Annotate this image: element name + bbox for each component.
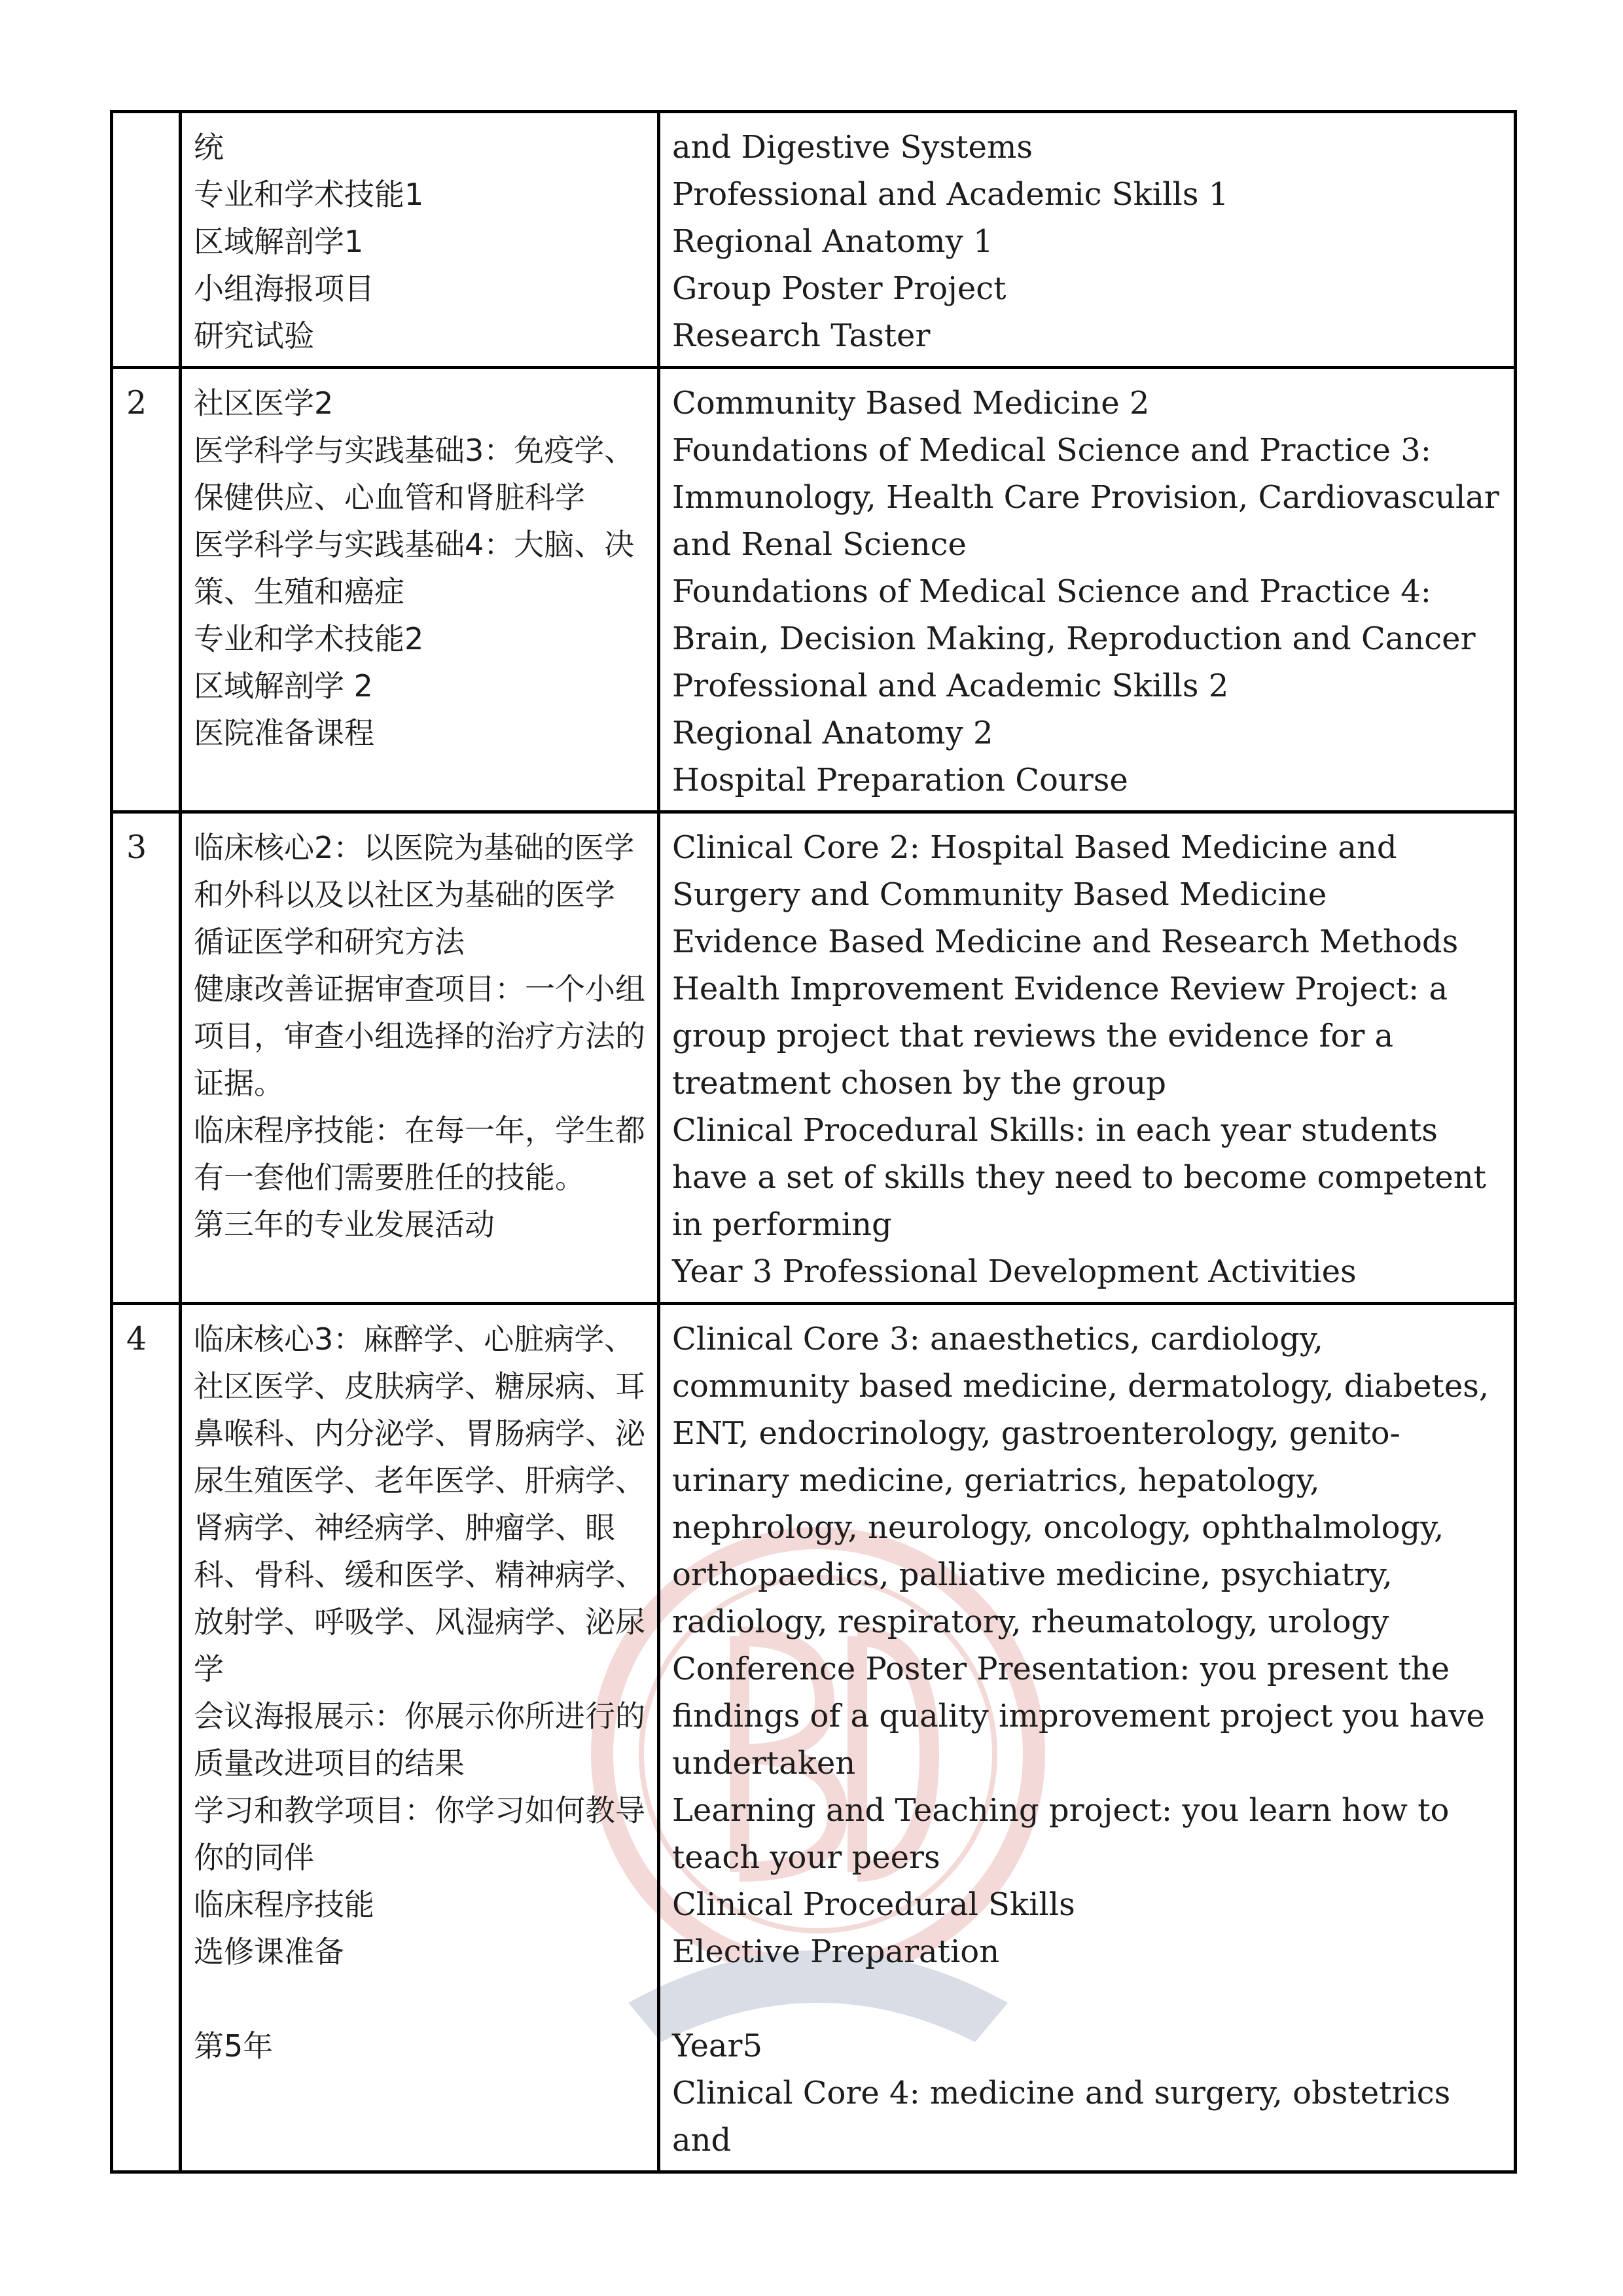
module-en: Community Based Medicine 2 (672, 385, 1150, 422)
table-row-year-1-continued (112, 112, 1516, 368)
module-zh: 研究试验 (194, 318, 314, 353)
module-en: Learning and Teaching project: you learn how to teach your peers (672, 1792, 1450, 1876)
module-zh: 第5年 (194, 2028, 274, 2064)
curriculum-table (110, 110, 1517, 2174)
year-cell: 2 (112, 368, 181, 812)
module-en: Foundations of Medical Science and Practice 4: Brain, Decision Making, Reproduction and Cancer (672, 573, 1476, 657)
module-en: Conference Poster Presentation: you present the findings of a quality improvement project you have undertaken (672, 1651, 1485, 1782)
module-en: Regional Anatomy 2 (672, 715, 993, 751)
module-en: Professional and Academic Skills 1 (672, 176, 1229, 213)
module-zh: 专业和学术技能2 (194, 621, 424, 656)
module-zh: 区域解剖学 2 (194, 668, 373, 704)
module-en: Regional Anatomy 1 (672, 223, 993, 260)
module-zh: 学习和教学项目：你学习如何教导你的同伴 (194, 1793, 645, 1875)
spacer (672, 1975, 1502, 2022)
chinese-modules-cell (181, 812, 659, 1304)
module-zh: 临床核心2：以医院为基础的医学和外科以及以社区为基础的医学 (194, 830, 635, 912)
english-modules-cell (659, 812, 1516, 1304)
chinese-modules-cell (181, 1304, 659, 2172)
module-zh: 社区医学2 (194, 386, 334, 421)
module-zh: 临床程序技能：在每一年，学生都有一套他们需要胜任的技能。 (194, 1113, 645, 1195)
module-en: Professional and Academic Skills 2 (672, 668, 1229, 704)
module-zh: 临床程序技能 (194, 1887, 374, 1922)
english-modules-cell (659, 368, 1516, 812)
english-modules-cell (659, 1304, 1516, 2172)
curriculum-table-body (112, 112, 1516, 2172)
spacer (194, 1975, 645, 2022)
module-en: Research Taster (672, 317, 931, 354)
module-zh: 临床核心3：麻醉学、心脏病学、社区医学、皮肤病学、糖尿病、耳鼻喉科、内分泌学、胃肠病学、泌尿生殖医学、老年医学、肝病学、肾病学、神经病学、肿瘤学、眼科、骨科、缓和医学、精神病学、放射学、呼吸学、风湿病学、泌尿学 (194, 1321, 645, 1687)
module-zh: 医学科学与实践基础3：免疫学、保健供应、心血管和肾脏科学 (194, 433, 635, 515)
module-en: Year5 (672, 2028, 763, 2064)
module-en: Hospital Preparation Course (672, 762, 1128, 798)
table-row-year-2 (112, 368, 1516, 812)
module-zh: 会议海报展示：你展示你所进行的质量改进项目的结果 (194, 1698, 645, 1781)
module-zh: 医学科学与实践基础4：大脑、决策、生殖和癌症 (194, 527, 635, 609)
module-en: Foundations of Medical Science and Practice 3: Immunology, Health Care Provision, Cardiovascular and Renal Science (672, 432, 1499, 563)
module-en: Evidence Based Medicine and Research Methods (672, 924, 1459, 960)
module-zh: 循证医学和研究方法 (194, 924, 465, 960)
module-zh: 专业和学术技能1 (194, 177, 424, 212)
chinese-modules-cell (181, 112, 659, 368)
module-en: Clinical Core 2: Hospital Based Medicine and Surgery and Community Based Medicine (672, 829, 1397, 913)
module-en: Clinical Procedural Skills (672, 1886, 1075, 1923)
module-en: Clinical Core 3: anaesthetics, cardiology, community based medicine, dermatology, diabetes, ENT, endocrinology, gastroenterology, genito-urinary medicine, geriatrics, hepatology, nephrology, neurology, oncology, ophthalmology, orthopaedics, palliative medicine, psychiatry, radiology, respiratory, rheumatology, urology (672, 1321, 1489, 1640)
module-zh: 医院准备课程 (194, 715, 374, 751)
year-cell: 3 (112, 812, 181, 1304)
module-en: Elective Preparation (672, 1933, 1000, 1970)
module-en: Clinical Procedural Skills: in each year students have a set of skills they need to become competent in performing (672, 1112, 1486, 1243)
year-cell: 4 (112, 1304, 181, 2172)
module-en: Health Improvement Evidence Review Project: a group project that reviews the evidence for a treatment chosen by the group (672, 971, 1448, 1102)
module-zh: 区域解剖学1 (194, 224, 364, 259)
module-zh: 选修课准备 (194, 1934, 344, 1969)
module-en: Clinical Core 4: medicine and surgery, obstetrics and (672, 2075, 1451, 2159)
chinese-modules-cell (181, 368, 659, 812)
module-zh: 健康改善证据审查项目：一个小组项目，审查小组选择的治疗方法的证据。 (194, 971, 645, 1101)
year-cell (112, 112, 181, 368)
module-en: Group Poster Project (672, 270, 1007, 307)
module-en: Year 3 Professional Development Activities (672, 1253, 1357, 1290)
module-zh: 第三年的专业发展活动 (194, 1207, 495, 1242)
module-zh: 小组海报项目 (194, 271, 374, 306)
table-row-year-3 (112, 812, 1516, 1304)
table-row-year-4 (112, 1304, 1516, 2172)
module-en: and Digestive Systems (672, 129, 1033, 166)
module-zh: 统 (194, 130, 224, 165)
english-modules-cell (659, 112, 1516, 368)
